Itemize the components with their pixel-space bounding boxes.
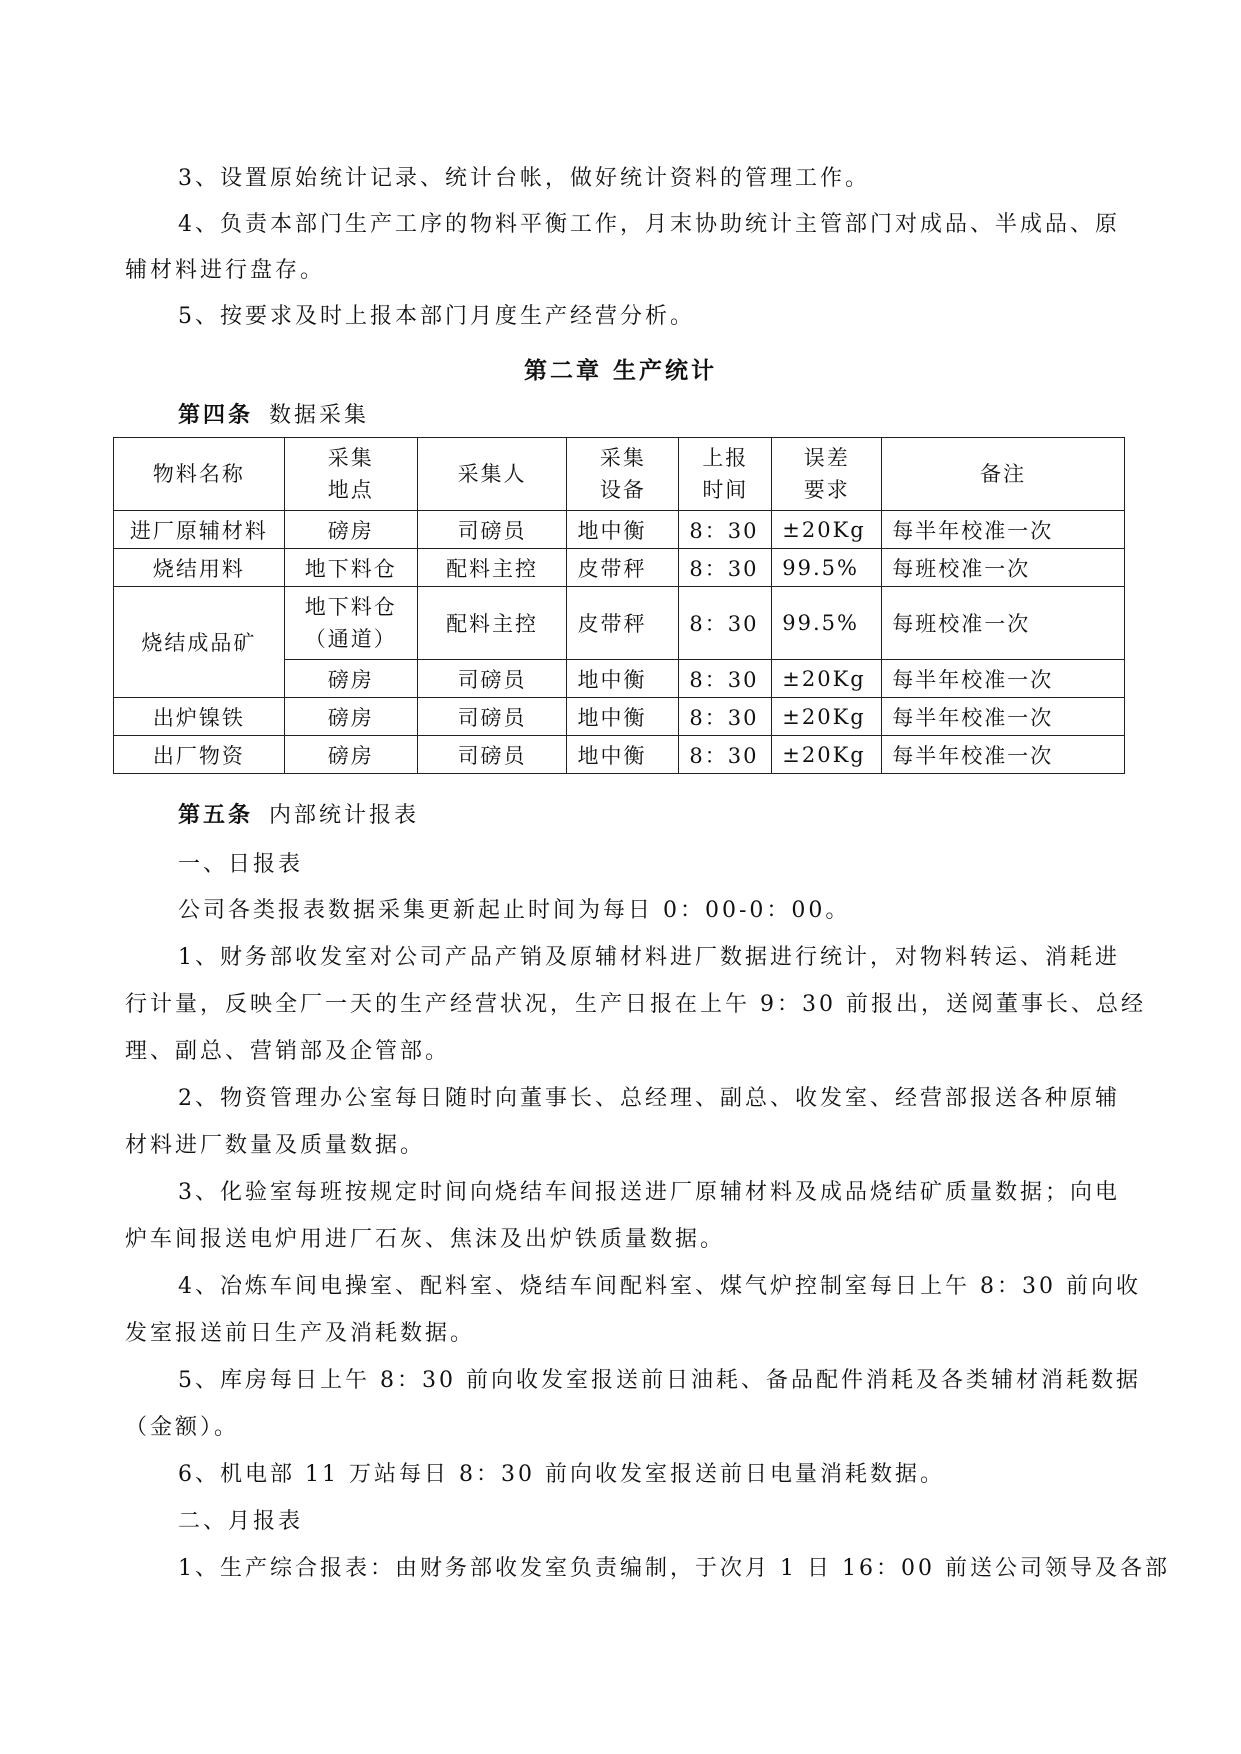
table-row: 烧结用料 地下料仓 配料主控 皮带秤 8：30 99.5% 每班校准一次	[114, 549, 1125, 587]
paragraph-line: 2、物资管理办公室每日随时向董事长、总经理、副总、收发室、经营部报送各种原辅	[178, 1086, 1120, 1111]
chapter-title: 第二章 生产统计	[523, 358, 717, 384]
table-row: 出厂物资 磅房 司磅员 地中衡 8：30 ±20Kg 每半年校准一次	[114, 736, 1125, 774]
paragraph-line: 3、设置原始统计记录、统计台帐，做好统计资料的管理工作。	[178, 166, 870, 191]
article-label: 第四条	[178, 403, 254, 428]
paragraph-line: （金额）。	[125, 1415, 240, 1440]
paragraph-line: 二、月报表	[178, 1509, 304, 1534]
table-header-row	[114, 438, 1125, 511]
paragraph-line: 行计量，反映全厂一天的生产经营状况，生产日报在上午 9：30 前报出，送阅董事长、总经	[125, 992, 1146, 1017]
header-cell: 采集人	[417, 438, 567, 511]
data-collection-table	[113, 437, 1125, 774]
paragraph-line: 4、负责本部门生产工序的物料平衡工作，月末协助统计主管部门对成品、半成品、原	[178, 212, 1120, 237]
table-row: 进厂原辅材料 磅房 司磅员 地中衡 8：30 ±20Kg 每半年校准一次	[114, 511, 1125, 549]
paragraph-line: 6、机电部 11 万站每日 8：30 前向收发室报送前日电量消耗数据。	[178, 1462, 945, 1487]
paragraph-line: 公司各类报表数据采集更新起止时间为每日 0：00-0：00。	[178, 898, 851, 923]
header-cell: 采集 地点	[284, 438, 417, 511]
header-cell: 采集 设备	[567, 438, 679, 511]
paragraph-line: 3、化验室每班按规定时间向烧结车间报送进厂原辅材料及成品烧结矿质量数据；向电	[178, 1180, 1120, 1205]
article-label: 第五条	[178, 803, 254, 828]
paragraph-line: 辅材料进行盘存。	[125, 258, 326, 283]
article-title: 内部统计报表	[269, 803, 420, 828]
paragraph-line: 5、按要求及时上报本部门月度生产经营分析。	[178, 304, 695, 329]
article-4-heading	[178, 399, 369, 433]
article-title: 数据采集	[269, 403, 370, 428]
paragraph-line: 4、冶炼车间电操室、配料室、烧结车间配料室、煤气炉控制室每日上午 8：30 前向收	[178, 1274, 1141, 1299]
header-cell: 误差 要求	[772, 438, 882, 511]
paragraph-line: 1、财务部收发室对公司产品产销及原辅材料进厂数据进行统计，对物料转运、消耗进	[178, 945, 1120, 970]
paragraph-line: 理、副总、营销部及企管部。	[125, 1039, 451, 1064]
header-cell: 上报 时间	[679, 438, 772, 511]
paragraph-line: 1、生产综合报表：由财务部收发室负责编制，于次月 1 日 16：00 前送公司领导及各部	[178, 1556, 1170, 1581]
paragraph-line: 5、库房每日上午 8：30 前向收发室报送前日油耗、备品配件消耗及各类辅材消耗数据	[178, 1368, 1141, 1393]
paragraph-line: 炉车间报送电炉用进厂石灰、焦沫及出炉铁质量数据。	[125, 1227, 726, 1252]
paragraph-line: 发室报送前日生产及消耗数据。	[125, 1321, 476, 1346]
header-cell: 物料名称	[114, 438, 285, 511]
table-row: 出炉镍铁 磅房 司磅员 地中衡 8：30 ±20Kg 每半年校准一次	[114, 698, 1125, 736]
table-row: 烧结成品矿 地下料仓 （通道） 配料主控 皮带秤 8：30 99.5% 每班校准一次	[114, 587, 1125, 660]
table-row: 磅房 司磅员 地中衡 8：30 ±20Kg 每半年校准一次	[114, 660, 1125, 698]
paragraph-line: 一、日报表	[178, 852, 304, 877]
header-cell: 备注	[882, 438, 1125, 511]
article-5-heading	[178, 799, 419, 833]
paragraph-line: 材料进厂数量及质量数据。	[125, 1133, 426, 1158]
